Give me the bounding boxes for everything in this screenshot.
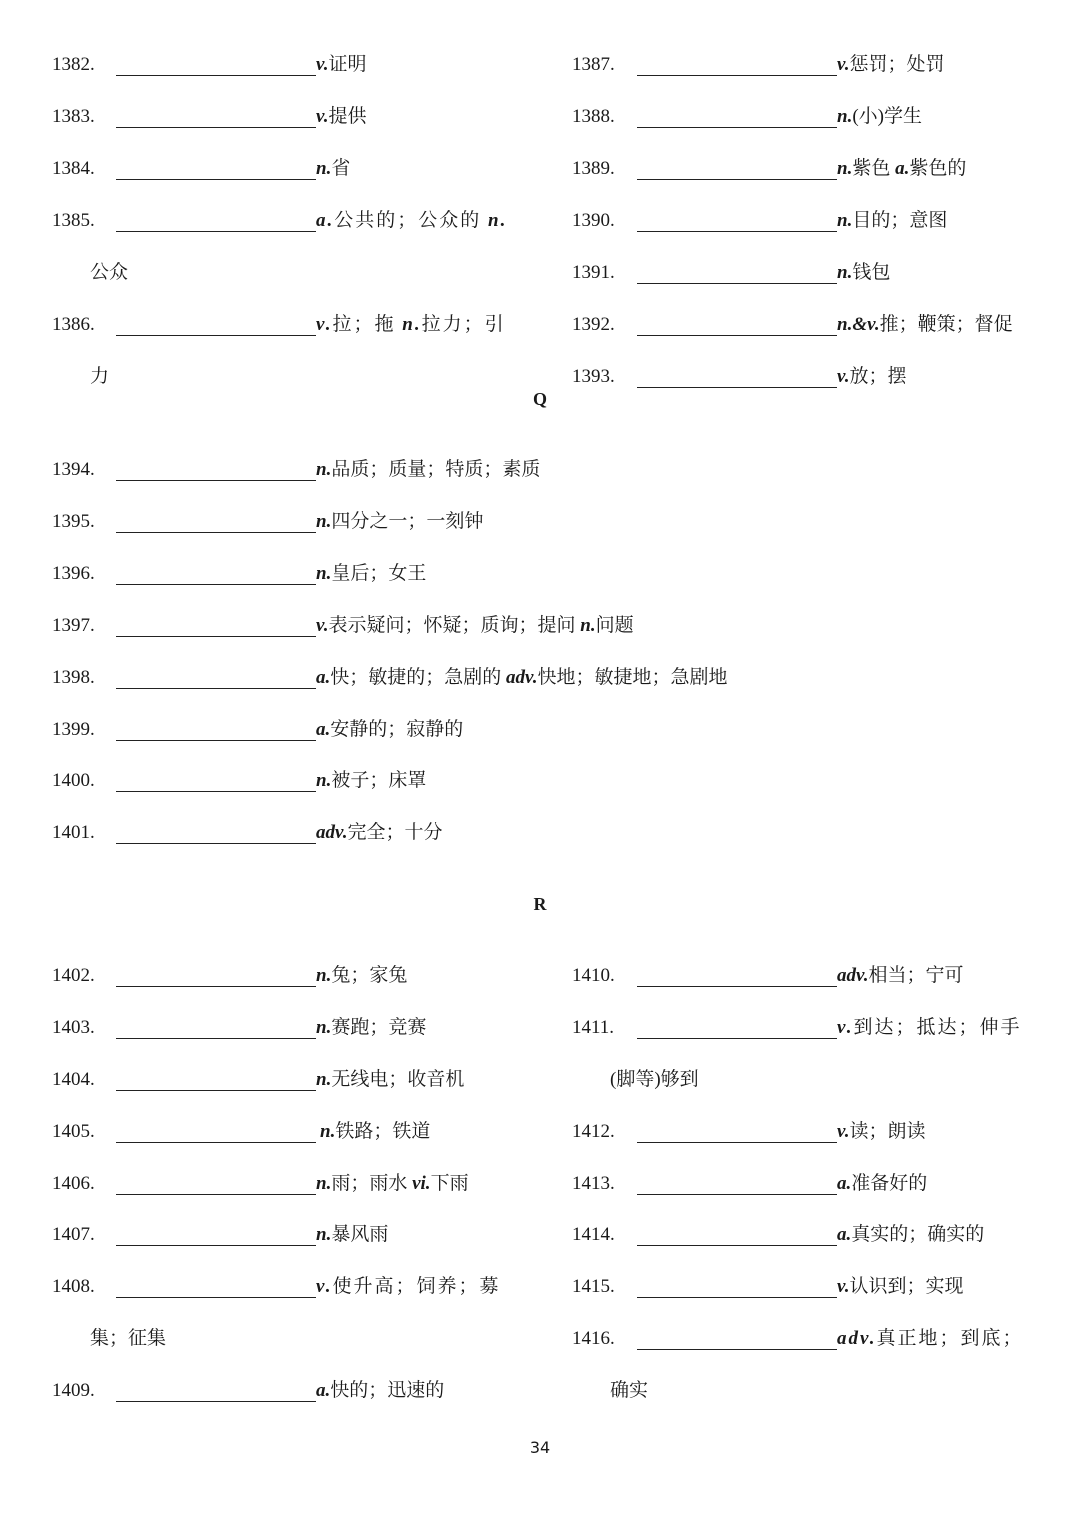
definition: 证明 bbox=[328, 54, 367, 75]
definition: 赛跑；竞赛 bbox=[331, 1017, 427, 1038]
definition: 拉；拖 bbox=[332, 314, 396, 335]
entry-number: 1385. bbox=[52, 210, 95, 231]
part-of-speech: v. bbox=[316, 54, 329, 75]
part-of-speech: n. bbox=[316, 770, 332, 791]
definition: 暴风雨 bbox=[331, 1224, 389, 1245]
entry-number: 1400. bbox=[52, 770, 95, 791]
answer-blank[interactable] bbox=[116, 688, 316, 689]
part-of-speech: n. bbox=[320, 1121, 336, 1142]
part-of-speech: n. bbox=[316, 459, 332, 480]
definition: 使升高；饲养；募 bbox=[332, 1276, 501, 1297]
part-of-speech: n. bbox=[316, 965, 332, 986]
part-of-speech: v. bbox=[837, 1276, 850, 1297]
definition: 皇后；女王 bbox=[331, 563, 427, 584]
definition-2: 快地；敏捷地；急剧地 bbox=[537, 667, 728, 688]
answer-blank[interactable] bbox=[637, 1349, 837, 1350]
answer-blank[interactable] bbox=[116, 843, 316, 844]
part-of-speech: adv. bbox=[316, 822, 348, 843]
entry-number: 1396. bbox=[52, 563, 95, 584]
entry-number: 1411. bbox=[572, 1017, 615, 1038]
entry-number: 1413. bbox=[572, 1173, 615, 1194]
part-of-speech: n. bbox=[316, 158, 332, 179]
definition: 到达；抵达；伸手 bbox=[853, 1017, 1022, 1038]
section-heading-q: Q bbox=[532, 389, 547, 409]
part-of-speech: a. bbox=[316, 667, 331, 688]
definition: 四分之一；一刻钟 bbox=[331, 511, 484, 532]
answer-blank[interactable] bbox=[116, 1090, 316, 1091]
definition-2: 下雨 bbox=[430, 1173, 469, 1194]
part-of-speech: v. bbox=[837, 1017, 854, 1038]
definition: 紫色 bbox=[852, 158, 891, 179]
definition: 兔；家兔 bbox=[331, 965, 408, 986]
part-of-speech: n. bbox=[316, 1173, 332, 1194]
part-of-speech-2: vi. bbox=[412, 1173, 431, 1194]
part-of-speech: v. bbox=[837, 54, 850, 75]
definition-2: 紫色的 bbox=[909, 158, 967, 179]
definition: 表示疑问；怀疑；质询；提问 bbox=[328, 615, 576, 636]
entry-number: 1406. bbox=[52, 1173, 95, 1194]
part-of-speech: v. bbox=[316, 1276, 333, 1297]
entry-number: 1389. bbox=[572, 158, 615, 179]
entry-number: 1416. bbox=[572, 1328, 615, 1349]
definition: 被子；床罩 bbox=[331, 770, 427, 791]
definition: 雨；雨水 bbox=[331, 1173, 408, 1194]
definition: 认识到；实现 bbox=[849, 1276, 964, 1297]
entry-number: 1404. bbox=[52, 1069, 95, 1090]
part-of-speech: n. bbox=[316, 563, 332, 584]
entry-number: 1387. bbox=[572, 54, 615, 75]
answer-blank[interactable] bbox=[116, 532, 316, 533]
answer-blank[interactable] bbox=[116, 740, 316, 741]
entry-1416-continuation: 确实 bbox=[610, 1380, 649, 1401]
entry-number: 1392. bbox=[572, 314, 615, 335]
definition: 钱包 bbox=[852, 262, 891, 283]
part-of-speech: a. bbox=[316, 1380, 331, 1401]
definition: 目的；意图 bbox=[852, 210, 948, 231]
entry-number: 1414. bbox=[572, 1224, 615, 1245]
definition: (小)学生 bbox=[852, 106, 922, 127]
part-of-speech: n. bbox=[837, 262, 853, 283]
part-of-speech: adv. bbox=[837, 965, 869, 986]
answer-blank[interactable] bbox=[116, 231, 316, 232]
answer-blank[interactable] bbox=[116, 584, 316, 585]
answer-blank[interactable] bbox=[637, 1297, 837, 1298]
answer-blank[interactable] bbox=[116, 1297, 316, 1298]
definition: 真正地；到底； bbox=[876, 1328, 1024, 1349]
entry-number: 1394. bbox=[52, 459, 95, 480]
answer-blank[interactable] bbox=[637, 1142, 837, 1143]
part-of-speech: n. bbox=[837, 210, 853, 231]
entry-1386-continuation: 力 bbox=[90, 366, 110, 387]
definition: 相当；宁可 bbox=[868, 965, 964, 986]
entry-number: 1386. bbox=[52, 314, 95, 335]
part-of-speech: adv. bbox=[837, 1328, 877, 1349]
answer-blank[interactable] bbox=[116, 179, 316, 180]
entry-number: 1409. bbox=[52, 1380, 95, 1401]
entry-number: 1408. bbox=[52, 1276, 95, 1297]
part-of-speech: v. bbox=[316, 314, 333, 335]
part-of-speech: a. bbox=[837, 1224, 852, 1245]
entry-number: 1395. bbox=[52, 511, 95, 532]
entry-number: 1398. bbox=[52, 667, 95, 688]
entry-1408-continuation: 集；征集 bbox=[90, 1328, 167, 1349]
definition: 快的；迅速的 bbox=[330, 1380, 445, 1401]
answer-blank[interactable] bbox=[637, 179, 837, 180]
entry-number: 1403. bbox=[52, 1017, 95, 1038]
entry-number: 1391. bbox=[572, 262, 615, 283]
entry-number: 1401. bbox=[52, 822, 95, 843]
part-of-speech-2: n. bbox=[402, 314, 422, 335]
answer-blank[interactable] bbox=[116, 791, 316, 792]
answer-blank[interactable] bbox=[637, 986, 837, 987]
answer-blank[interactable] bbox=[637, 387, 837, 388]
part-of-speech: a. bbox=[837, 1173, 852, 1194]
part-of-speech: n. bbox=[837, 106, 853, 127]
answer-blank[interactable] bbox=[637, 231, 837, 232]
definition: 完全；十分 bbox=[347, 822, 443, 843]
definition: 准备好的 bbox=[851, 1173, 928, 1194]
entry-1385-continuation: 公众 bbox=[90, 262, 129, 283]
page-number: 34 bbox=[529, 1438, 551, 1457]
definition: 放；摆 bbox=[849, 366, 907, 387]
answer-blank[interactable] bbox=[116, 480, 316, 481]
part-of-speech: v. bbox=[316, 106, 329, 127]
definition: 推；鞭策；督促 bbox=[879, 314, 1013, 335]
part-of-speech-2: a. bbox=[895, 158, 910, 179]
definition: 无线电；收音机 bbox=[331, 1069, 465, 1090]
part-of-speech: a. bbox=[316, 210, 335, 231]
section-heading-r: R bbox=[533, 894, 547, 914]
entry-number: 1382. bbox=[52, 54, 95, 75]
part-of-speech: n. bbox=[316, 511, 332, 532]
answer-blank[interactable] bbox=[637, 1194, 837, 1195]
definition: 快；敏捷的；急剧的 bbox=[330, 667, 502, 688]
definition: 惩罚；处罚 bbox=[849, 54, 945, 75]
entry-1411-continuation: (脚等)够到 bbox=[610, 1069, 699, 1090]
answer-blank[interactable] bbox=[116, 75, 316, 76]
entry-number: 1388. bbox=[572, 106, 615, 127]
part-of-speech: n. bbox=[316, 1069, 332, 1090]
answer-blank[interactable] bbox=[116, 1142, 316, 1143]
part-of-speech-2: adv. bbox=[506, 667, 538, 688]
entry-number: 1393. bbox=[572, 366, 615, 387]
part-of-speech: a. bbox=[316, 719, 331, 740]
part-of-speech: n. bbox=[837, 158, 853, 179]
part-of-speech: n. bbox=[316, 1017, 332, 1038]
definition: 安静的；寂静的 bbox=[330, 719, 464, 740]
entry-number: 1407. bbox=[52, 1224, 95, 1245]
entry-number: 1402. bbox=[52, 965, 95, 986]
part-of-speech: n.&v. bbox=[837, 314, 880, 335]
answer-blank[interactable] bbox=[116, 1245, 316, 1246]
definition: 公共的；公众的 bbox=[334, 210, 482, 231]
definition: 提供 bbox=[328, 106, 367, 127]
definition-2: 拉力；引 bbox=[421, 314, 506, 335]
answer-blank[interactable] bbox=[116, 636, 316, 637]
entry-number: 1397. bbox=[52, 615, 95, 636]
definition: 省 bbox=[331, 158, 351, 179]
entry-number: 1390. bbox=[572, 210, 615, 231]
part-of-speech: v. bbox=[316, 615, 329, 636]
answer-blank[interactable] bbox=[637, 127, 837, 128]
part-of-speech: v. bbox=[837, 366, 850, 387]
part-of-speech: n. bbox=[316, 1224, 332, 1245]
part-of-speech: v. bbox=[837, 1121, 850, 1142]
answer-blank[interactable] bbox=[116, 335, 316, 336]
answer-blank[interactable] bbox=[637, 283, 837, 284]
definition-2: 问题 bbox=[595, 615, 634, 636]
answer-blank[interactable] bbox=[116, 1194, 316, 1195]
answer-blank[interactable] bbox=[116, 1401, 316, 1402]
answer-blank[interactable] bbox=[116, 127, 316, 128]
answer-blank[interactable] bbox=[637, 1038, 837, 1039]
definition: 真实的；确实的 bbox=[851, 1224, 985, 1245]
answer-blank[interactable] bbox=[637, 1245, 837, 1246]
answer-blank[interactable] bbox=[637, 335, 837, 336]
answer-blank[interactable] bbox=[637, 75, 837, 76]
part-of-speech-2: n. bbox=[488, 210, 508, 231]
entry-number: 1405. bbox=[52, 1121, 95, 1142]
entry-number: 1399. bbox=[52, 719, 95, 740]
entry-number: 1384. bbox=[52, 158, 95, 179]
entry-number: 1410. bbox=[572, 965, 615, 986]
part-of-speech-2: n. bbox=[580, 615, 596, 636]
definition: 读；朗读 bbox=[849, 1121, 926, 1142]
entry-number: 1383. bbox=[52, 106, 95, 127]
definition: 品质；质量；特质；素质 bbox=[331, 459, 541, 480]
answer-blank[interactable] bbox=[116, 986, 316, 987]
entry-number: 1415. bbox=[572, 1276, 615, 1297]
answer-blank[interactable] bbox=[116, 1038, 316, 1039]
entry-number: 1412. bbox=[572, 1121, 615, 1142]
definition: 铁路；铁道 bbox=[335, 1121, 431, 1142]
